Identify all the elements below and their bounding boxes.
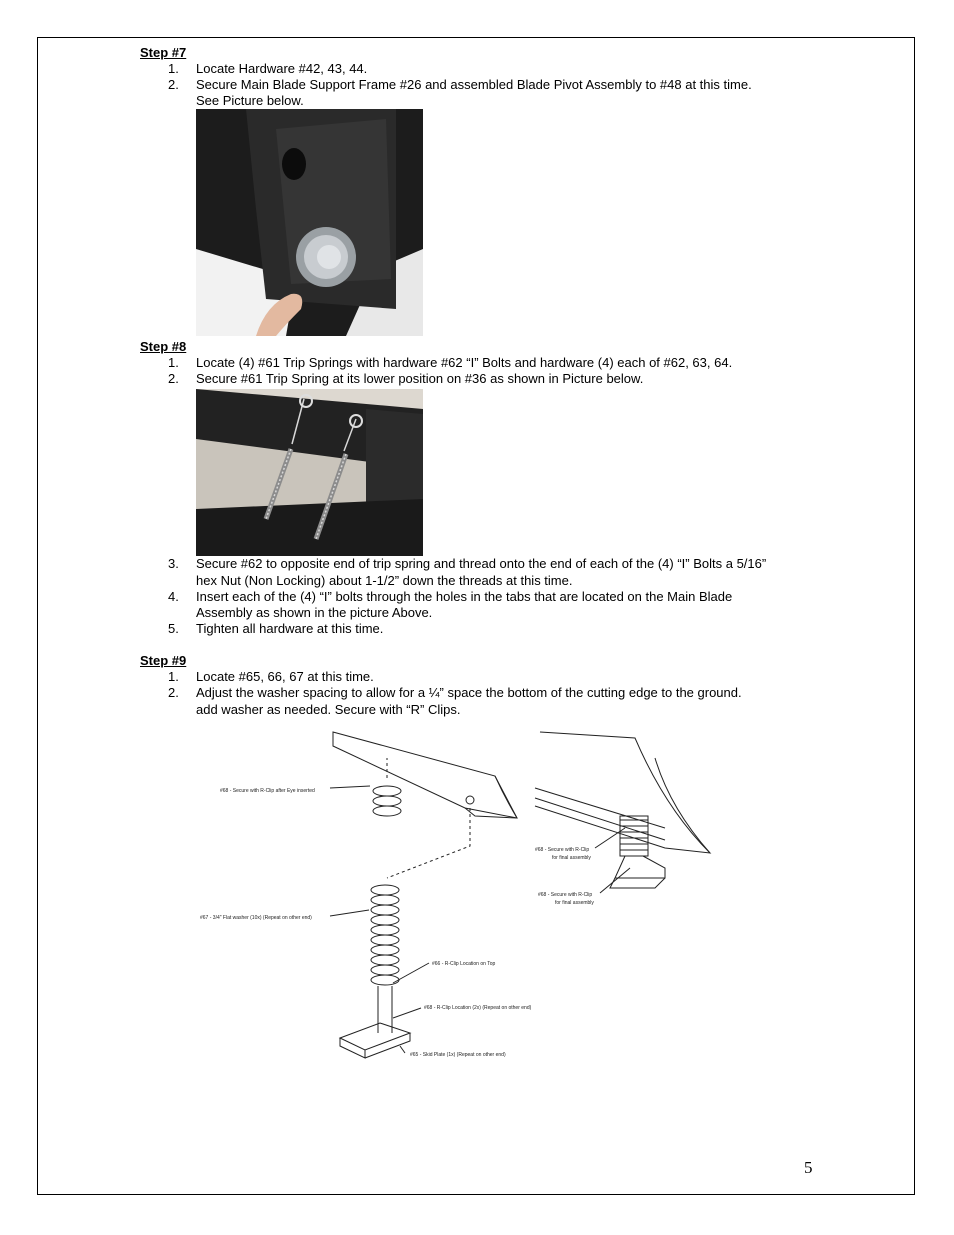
step7-title: Step #7 xyxy=(140,45,187,60)
label-r-clip-eye: #68 - Secure with R-Clip after Eye inserted xyxy=(220,788,315,794)
label-r-clip-final-1: #68 - Secure with R-Clip xyxy=(535,847,590,853)
label-r-clip-location: #68 - R-Clip Location (2x) (Repeat on other end) xyxy=(424,1005,532,1011)
label-r-clip-final-1b: for final assembly xyxy=(552,855,591,861)
photo-trip-springs xyxy=(196,389,423,556)
skid-shoe-assembly-diagram xyxy=(195,728,715,1063)
step9-title: Step #9 xyxy=(140,653,187,668)
label-r-clip-final-2: #68 - Secure with R-Clip xyxy=(538,892,593,898)
photo-blade-pivot-bolt xyxy=(196,109,423,336)
label-r-clip-final-2b: for final assembly xyxy=(555,900,594,906)
step8-title: Step #8 xyxy=(140,339,187,354)
page-number: 5 xyxy=(804,1158,813,1177)
label-r-clip-top: #66 - R-Clip Location on Top xyxy=(432,961,496,967)
label-skid-plate: #65 - Skid Plate (1x) (Repeat on other end) xyxy=(410,1052,506,1058)
label-flat-washer: #67 - 3/4" Flat washer (10x) (Repeat on other end) xyxy=(200,915,312,921)
